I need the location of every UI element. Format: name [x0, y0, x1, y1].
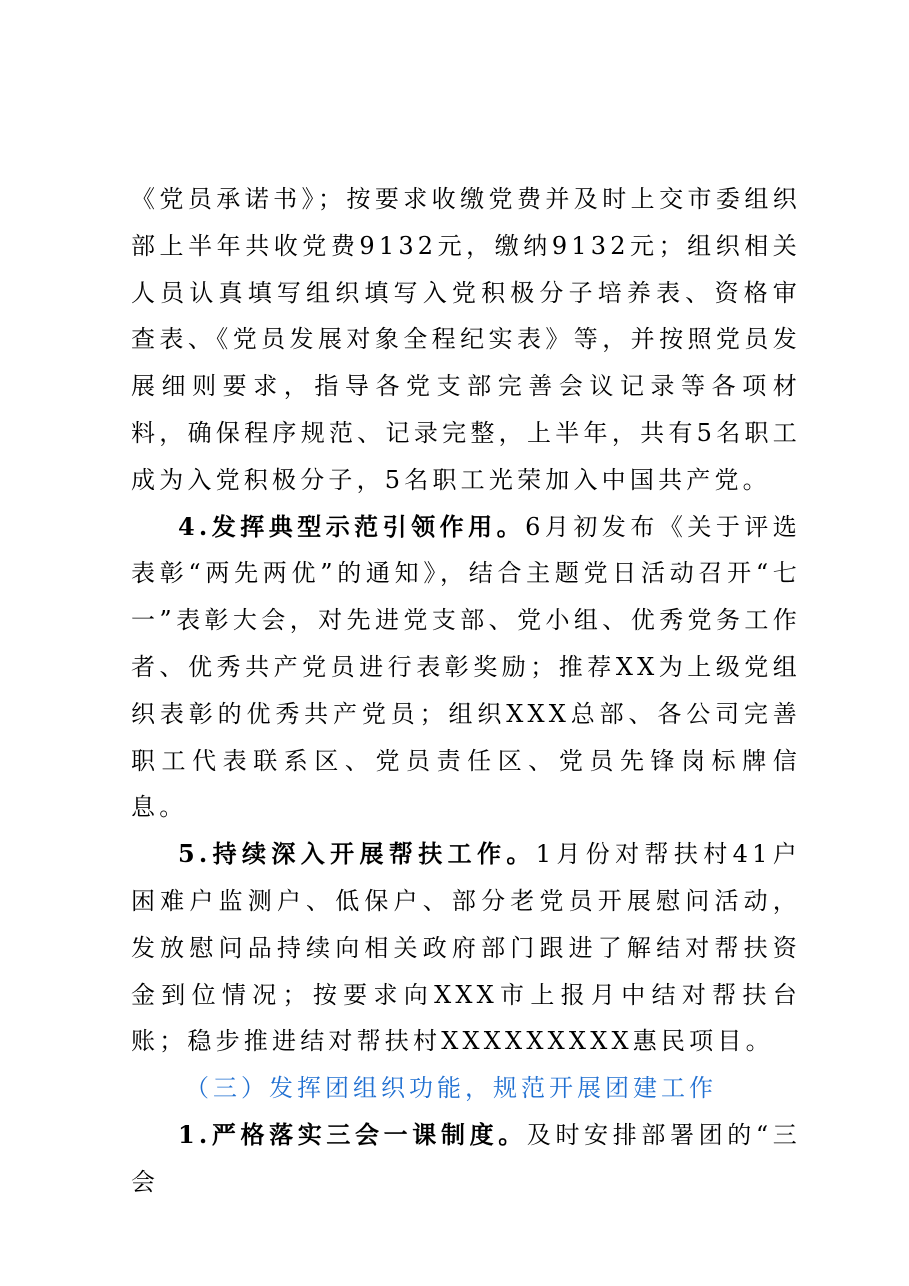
paragraph-assistance-work [131, 831, 801, 1065]
document-body [131, 176, 801, 1206]
paragraph-exemplary-role [131, 504, 801, 832]
paragraph-heading: 5.持续深入开展帮扶工作。 [178, 839, 536, 869]
paragraph-party-members [131, 176, 801, 504]
paragraph-three-meetings [131, 1112, 801, 1206]
paragraph-text: 6月初发布《关于评选表彰“两先两优”的通知》，结合主题党日活动召开“七一”表彰大会，对先进党支部、党小组、优秀党务工作者、优秀共产党员进行表彰奖励；推荐XX为上级党组织表彰的优秀共产党员；组织XXX总部、各公司完善职工代表联系区、党员责任区、党员先锋岗标牌信息。 [131, 512, 801, 822]
section-heading: （三）发挥团组织功能，规范开展团建工作 [185, 1074, 717, 1103]
paragraph-text: 1月份对帮扶村41户困难户监测户、低保户、部分老党员开展慰问活动，发放慰问品持续向相关政府部门跟进了解结对帮扶资金到位情况；按要求向XXX市上报月中结对帮扶台账；稳步推进结对帮扶村XXXXXXXXX惠民项目。 [131, 840, 802, 1056]
paragraph-text: 《党员承诺书》；按要求收缴党费并及时上交市委组织部上半年共收党费9132元，缴纳9132元；组织相关人员认真填写组织填写入党积极分子培养表、资格审查表、《党员发展对象全程纪实表》等，并按照党员发展细则要求，指导各党支部完善会议记录等各项材料，确保程序规范、记录完整，上半年，共有5名职工成为入党积极分子，5名职工光荣加入中国共产党。 [131, 185, 801, 494]
paragraph-heading: 4.发挥典型示范引领作用。 [178, 511, 526, 541]
paragraph-heading: 1.严格落实三会一课制度。 [178, 1119, 527, 1149]
paragraph-text: 及时安排部署团的“三会 [131, 1120, 801, 1196]
